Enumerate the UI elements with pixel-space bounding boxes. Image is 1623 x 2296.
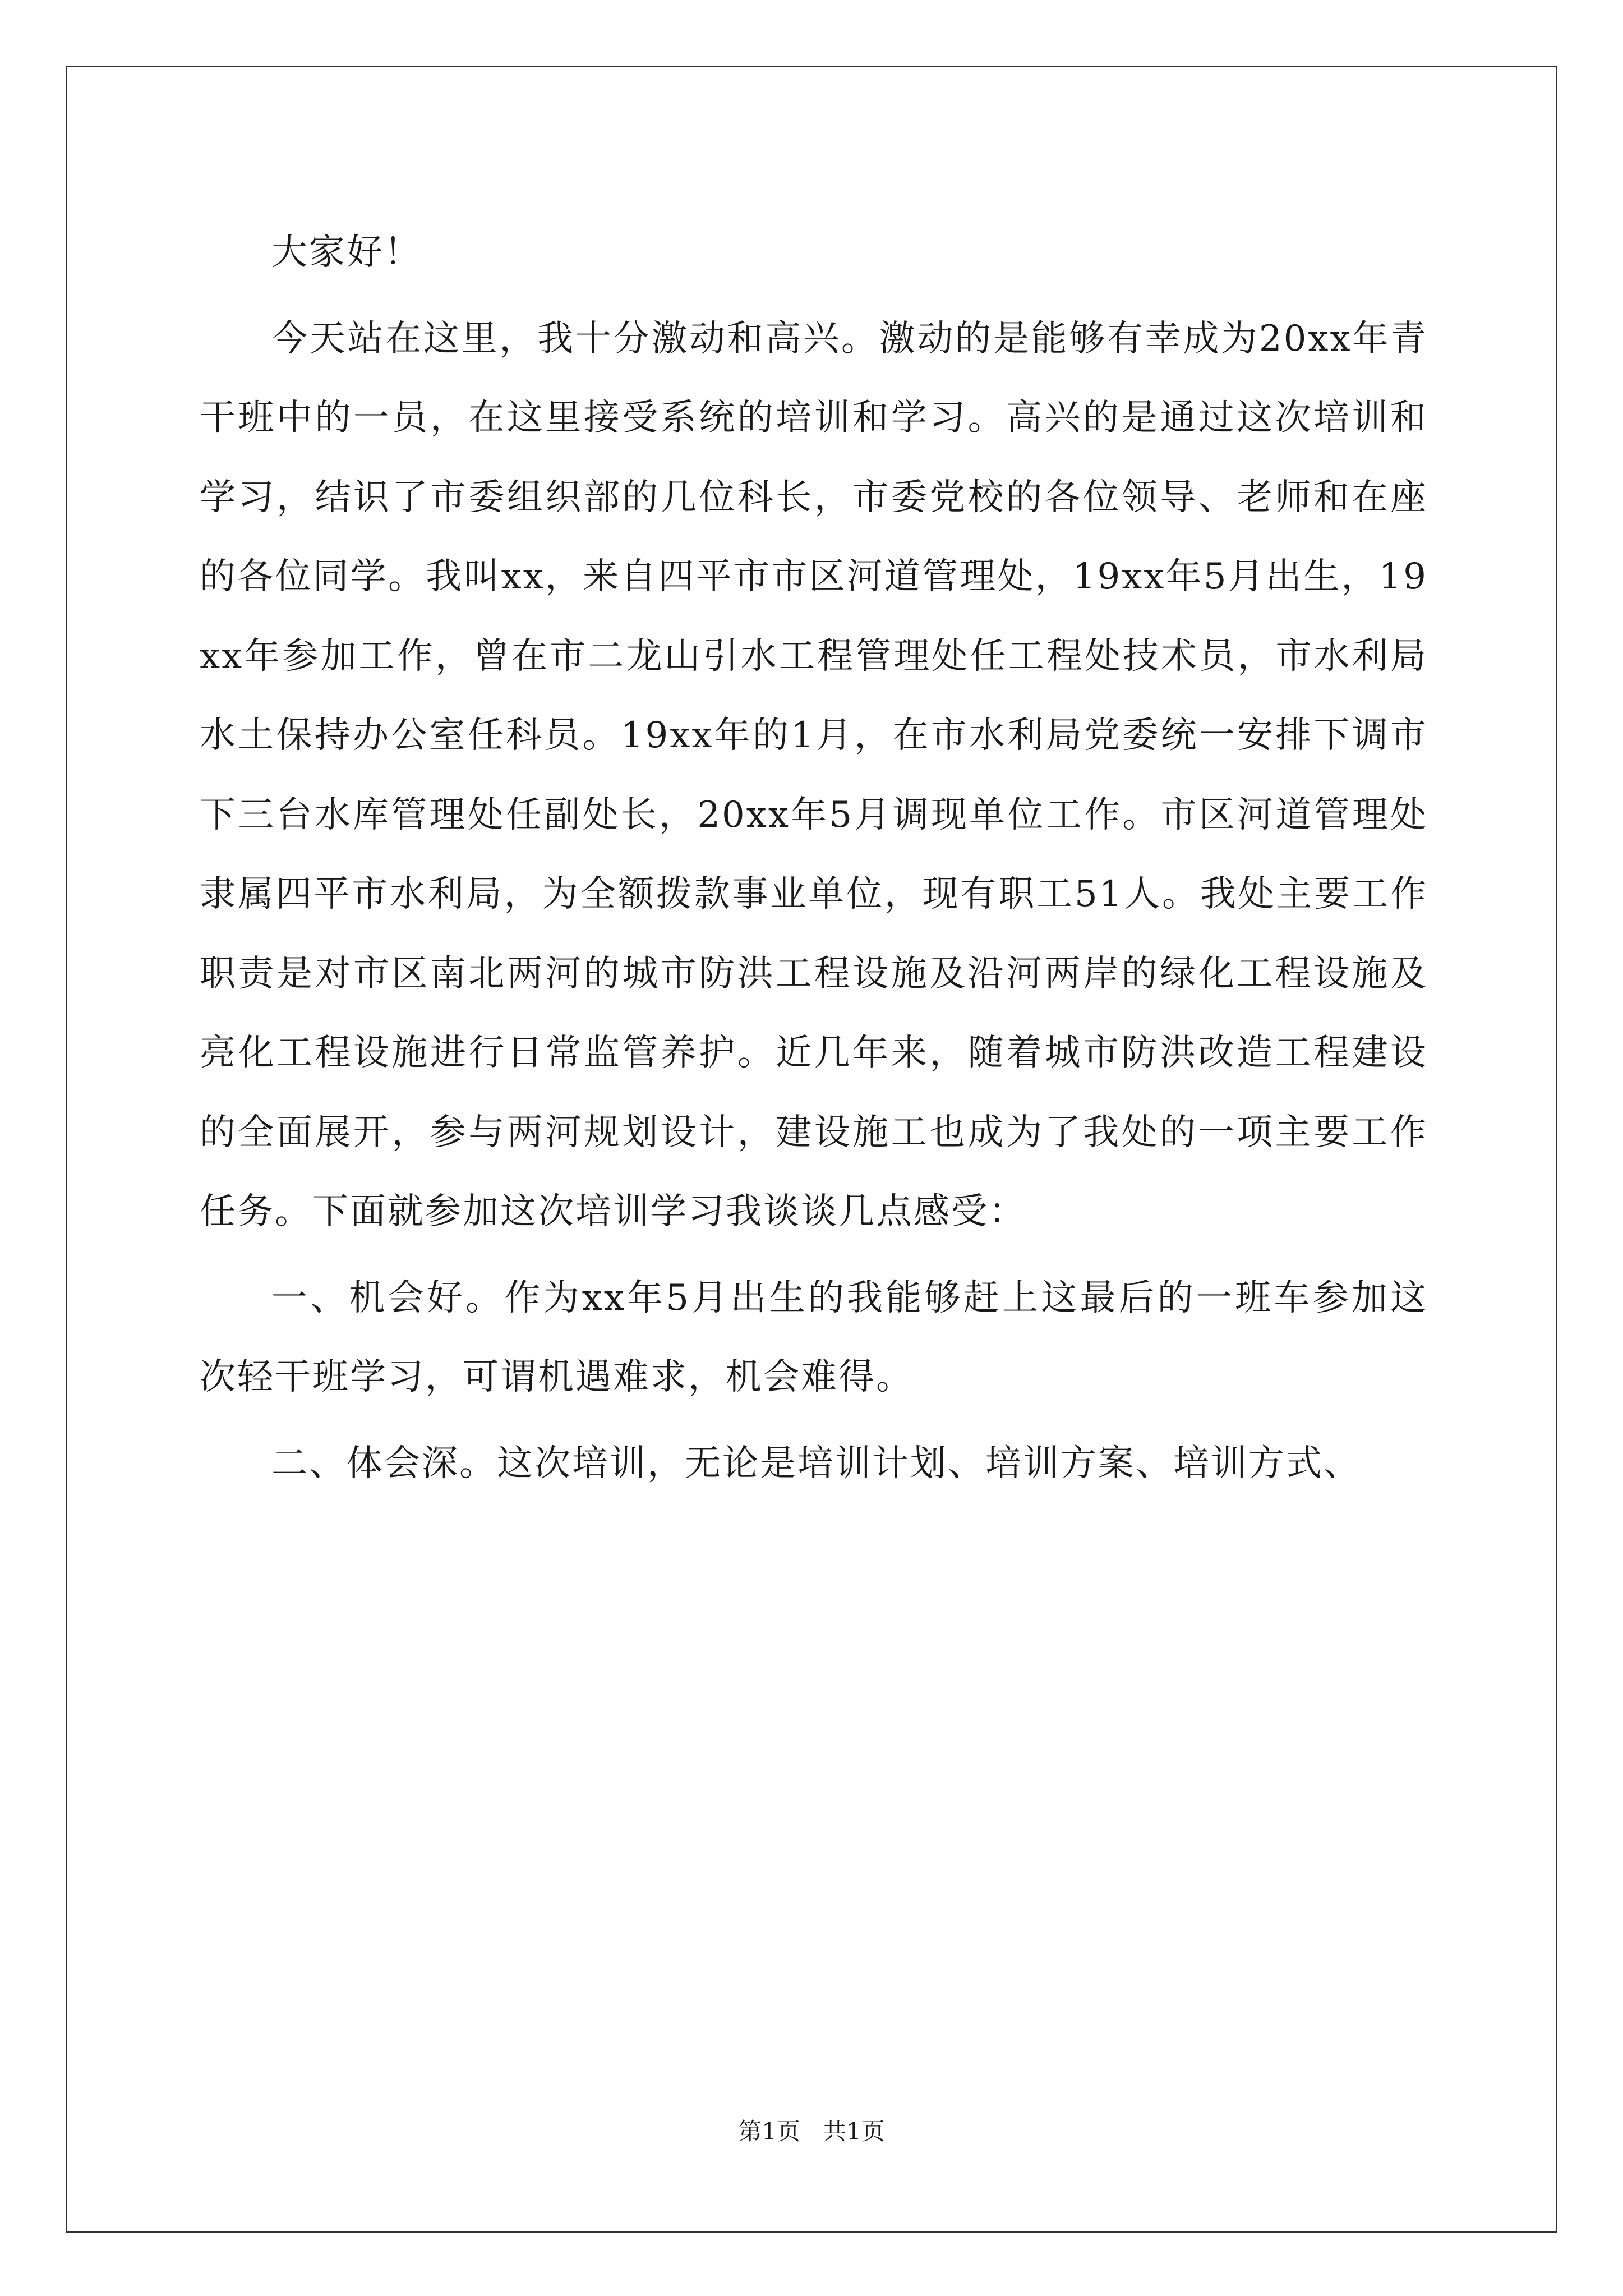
greeting: 大家好！: [271, 232, 422, 273]
paragraph-intro: 今天站在这里，我十分激动和高兴。激动的是能够有幸成为20xx年青干班中的一员，在这里接受系统的培训和学习。高兴的是通过这次培训和学习，结识了市委组织部的几位科长，市委党校的各位领导、老师和在座的各位同学。我叫xx，来自四平市市区河道管理处，19xx年5月出生，19xx年参加工作，曾在市二龙山引水工程管理处任工程处技术员，市水利局水土保持办公室任科员。19xx年的1月，在市水利局党委统一安排下调市下三台水库管理处任副处长，20xx年5月调现单位工作。市区河道管理处隶属四平市水利局，为全额拨款事业单位，现有职工51人。我处主要工作职责是对市区南北两河的城市防洪工程设施及沿河两岸的绿化工程设施及亮化工程设施进行日常监管养护。近几年来，随着城市防洪改造工程建设的全面展开，参与两河规划设计，建设施工也成为了我处的一项主要工作任务。下面就参加这次培训学习我谈谈几点感受：: [200, 318, 1428, 1232]
document-body: [200, 213, 1428, 1503]
page-number-current: 第1页: [738, 2118, 800, 2145]
paragraph-point-two: 二、体会深。这次培训，无论是培训计划、培训方案、培训方式、: [271, 1442, 1361, 1484]
page-number-total: 共1页: [823, 2118, 885, 2145]
page-footer: [0, 2115, 1623, 2148]
paragraph-point-one: 一、机会好。作为xx年5月出生的我能够赶上这最后的一班车参加这次轻干班学习，可谓机遇难求，机会难得。: [200, 1277, 1428, 1398]
